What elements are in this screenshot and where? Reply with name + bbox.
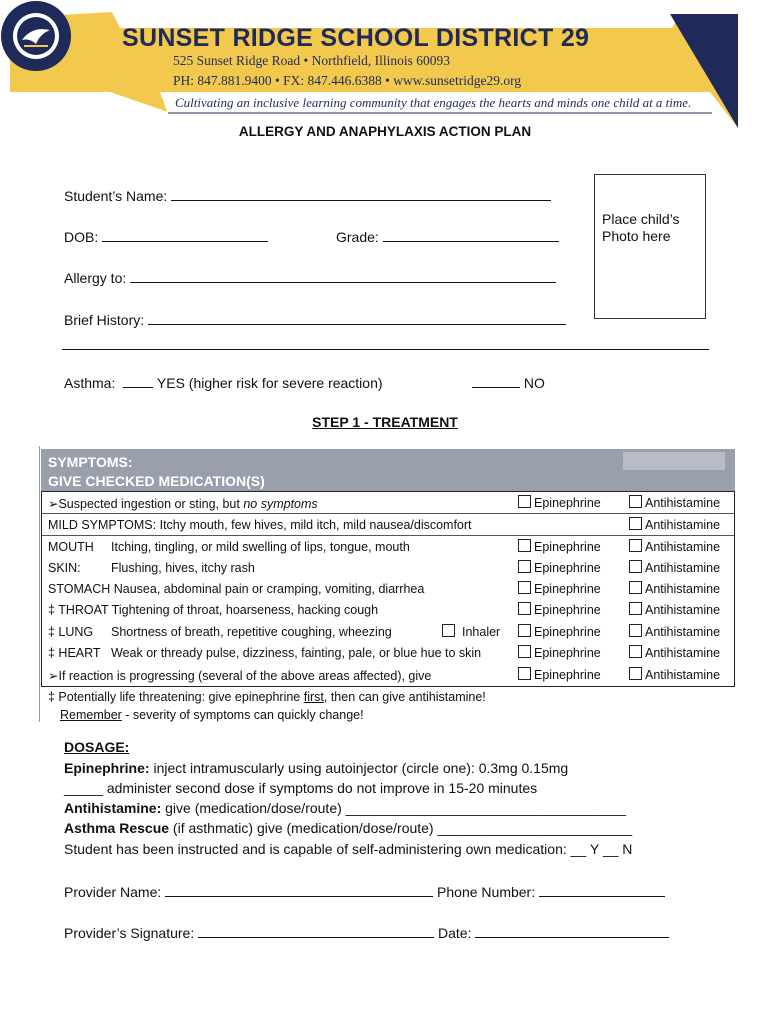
provider-name-field[interactable] — [64, 882, 665, 900]
symptoms-header — [41, 449, 735, 491]
dob-line[interactable] — [102, 227, 268, 242]
antihistamine-dose-label: Antihistamine: — [64, 800, 162, 816]
grade-field[interactable] — [336, 227, 559, 245]
antihistamine-checkbox[interactable] — [629, 539, 642, 552]
provider-name-label: Provider Name: — [64, 884, 162, 900]
allergy-field[interactable] — [64, 268, 556, 286]
life-threatening-note: ‡ Potentially life threatening: give epinephrine first, then can give antihistamine! — [48, 690, 486, 704]
table-row: ➢If reaction is progressing (several of the above areas affected), give Epinephrine Antihistamine — [48, 668, 721, 683]
step-1-title: STEP 1 - TREATMENT — [312, 414, 458, 430]
self-administer-line[interactable]: Student has been instructed and is capable of self-administering own medication: __ Y __ N — [64, 841, 633, 857]
photo-label-line2: Photo here — [602, 228, 671, 244]
phone-number-label: Phone Number: — [437, 884, 536, 900]
row-symptom: Flushing, hives, itchy rash — [111, 561, 255, 575]
antihistamine-checkbox[interactable] — [629, 495, 642, 508]
student-name-label: Student’s Name: — [64, 188, 168, 204]
history-label: Brief History: — [64, 312, 145, 328]
section-divider — [62, 349, 709, 350]
antihistamine-checkbox[interactable] — [629, 602, 642, 615]
asthma-no-field[interactable] — [472, 373, 545, 391]
table-row: ‡ THROAT Tightening of throat, hoarseness, hacking cough Epinephrine Antihistamine — [48, 603, 721, 617]
photo-label-line1: Place child’s — [602, 211, 680, 227]
row-area: SKIN: — [48, 561, 81, 575]
provider-name-line[interactable] — [165, 882, 433, 897]
provider-signature-label: Provider’s Signature: — [64, 925, 195, 941]
no-symptoms-emphasis: no symptoms — [243, 497, 318, 511]
dob-field[interactable] — [64, 227, 268, 245]
epinephrine-checkbox[interactable] — [518, 645, 531, 658]
row-symptom: ➢If reaction is progressing (several of the above areas affected), give — [48, 669, 432, 683]
dosage-heading: DOSAGE: — [64, 739, 130, 755]
asthma-label: Asthma: — [64, 375, 116, 391]
date-line[interactable] — [475, 923, 669, 938]
epinephrine-checkbox[interactable] — [518, 602, 531, 615]
epinephrine-dose-label: Epinephrine: — [64, 760, 150, 776]
antihistamine-checkbox[interactable] — [629, 667, 642, 680]
antihistamine-checkbox[interactable] — [629, 624, 642, 637]
history-field[interactable] — [64, 310, 566, 328]
symptoms-table — [41, 491, 735, 687]
epinephrine-checkbox[interactable] — [518, 560, 531, 573]
asthma-rescue-line[interactable]: Asthma Rescue (if asthmatic) give (medication/dose/route) _________________________ — [64, 820, 633, 836]
banner-background — [0, 0, 770, 140]
allergy-line[interactable] — [130, 268, 556, 283]
inhaler-checkbox[interactable] — [442, 624, 455, 637]
asthma-yes-line[interactable] — [123, 373, 153, 388]
row-symptom: Itching, tingling, or mild swelling of lips, tongue, mouth — [111, 540, 410, 554]
provider-signature-line[interactable] — [198, 923, 434, 938]
epinephrine-checkbox[interactable] — [518, 581, 531, 594]
district-name: SUNSET RIDGE SCHOOL DISTRICT 29 — [122, 24, 590, 52]
table-row: MOUTH Itching, tingling, or mild swelling of lips, tongue, mouth Epinephrine Antihistamine — [48, 540, 721, 554]
district-banner — [0, 0, 770, 140]
epinephrine-checkbox[interactable] — [518, 624, 531, 637]
symptoms-header-subtitle: GIVE CHECKED MEDICATION(S) — [48, 473, 265, 489]
grade-line[interactable] — [383, 227, 559, 242]
antihistamine-checkbox[interactable] — [629, 645, 642, 658]
date-label: Date: — [438, 925, 472, 941]
district-tagline: Cultivating an inclusive learning community that engages the hearts and minds one child at a time. — [175, 95, 692, 110]
antihistamine-checkbox[interactable] — [629, 560, 642, 573]
asthma-no-text: NO — [523, 375, 545, 391]
child-photo-box[interactable] — [594, 174, 706, 319]
row-area: MOUTH — [48, 540, 94, 554]
epinephrine-checkbox[interactable] — [518, 667, 531, 680]
epinephrine-checkbox[interactable] — [518, 539, 531, 552]
table-row: STOMACH Nausea, abdominal pain or cramping, vomiting, diarrhea Epinephrine Antihistamine — [48, 582, 721, 596]
first-emphasis: first — [303, 690, 324, 704]
district-seal-icon — [0, 0, 72, 72]
table-row: SKIN: Flushing, hives, itchy rash Epinephrine Antihistamine — [48, 561, 721, 575]
provider-signature-field[interactable] — [64, 923, 669, 941]
epinephrine-dose-line[interactable]: Epinephrine: inject intramuscularly using autoinjector (circle one): 0.3mg 0.15mg — [64, 760, 569, 776]
district-address: 525 Sunset Ridge Road • Northfield, Illinois 60093 — [173, 53, 450, 68]
row-symptom: Weak or thready pulse, dizziness, fainting, pale, or blue hue to skin — [111, 646, 482, 660]
district-contact: PH: 847.881.9400 • FX: 847.446.6388 • www.sunsetridge29.org — [173, 73, 522, 88]
table-row: ‡ LUNG Shortness of breath, repetitive coughing, wheezing Inhaler Epinephrine Antihistamine — [48, 625, 721, 639]
asthma-no-line[interactable] — [472, 373, 520, 388]
symptoms-header-title: SYMPTOMS: — [48, 454, 133, 470]
table-row: MILD SYMPTOMS: Itchy mouth, few hives, mild itch, mild nausea/discomfort Antihistamine — [48, 518, 721, 532]
antihistamine-checkbox[interactable] — [629, 581, 642, 594]
phone-number-line[interactable] — [539, 882, 665, 897]
row-area: ‡ HEART — [48, 646, 101, 660]
student-name-field[interactable] — [64, 186, 551, 204]
asthma-yes-field[interactable] — [64, 373, 383, 391]
document-title: ALLERGY AND ANAPHYLAXIS ACTION PLAN — [238, 124, 532, 139]
row-symptom: ➢Suspected ingestion or sting, but no symptoms — [48, 497, 318, 511]
remember-note: Remember - severity of symptoms can quickly change! — [60, 708, 364, 722]
row-symptom: STOMACH Nausea, abdominal pain or cramping, vomiting, diarrhea — [48, 582, 425, 596]
second-dose-line[interactable]: _____ administer second dose if symptoms do not improve in 15-20 minutes — [64, 780, 538, 796]
student-name-line[interactable] — [171, 186, 551, 201]
header-blank-field — [623, 452, 725, 470]
antihistamine-checkbox[interactable] — [629, 517, 642, 530]
table-row: ‡ HEART Weak or thready pulse, dizziness, fainting, pale, or blue hue to skin Epinephrine Antihistamine — [48, 646, 721, 660]
row-area: ‡ LUNG — [48, 625, 94, 639]
allergy-label: Allergy to: — [64, 270, 127, 286]
history-line[interactable] — [148, 310, 566, 325]
asthma-yes-text: YES (higher risk for severe reaction) — [156, 375, 383, 391]
asthma-rescue-label: Asthma Rescue — [64, 820, 170, 836]
row-symptom: MILD SYMPTOMS: Itchy mouth, few hives, mild itch, mild nausea/discomfort — [48, 518, 472, 532]
epinephrine-checkbox[interactable] — [518, 495, 531, 508]
remember-emphasis: Remember — [60, 708, 122, 722]
grade-label: Grade: — [336, 229, 379, 245]
table-margin-line — [39, 446, 40, 722]
dob-label: DOB: — [64, 229, 99, 245]
row-symptom: Shortness of breath, repetitive coughing, wheezing — [111, 625, 392, 639]
antihistamine-dose-line[interactable]: Antihistamine: give (medication/dose/route) ____________________________________ — [64, 800, 626, 816]
table-row: ➢Suspected ingestion or sting, but no symptoms Epinephrine Antihistamine — [48, 496, 721, 511]
row-symptom: ‡ THROAT Tightening of throat, hoarseness, hacking cough — [48, 603, 379, 617]
